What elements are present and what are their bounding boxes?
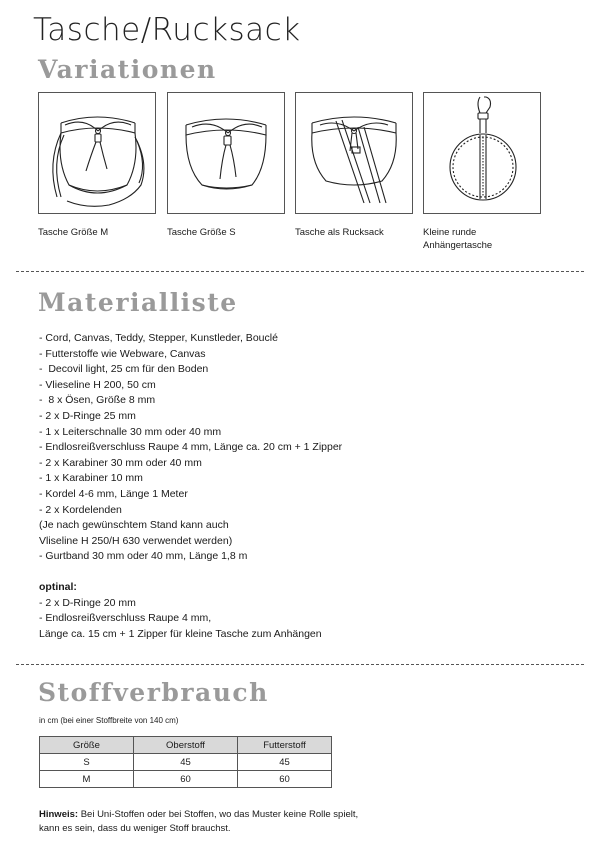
column-header: Oberstoff	[134, 737, 238, 754]
table-cell: 60	[238, 771, 332, 788]
variations-heading: Variationen	[38, 55, 217, 84]
variant-bag-s	[167, 92, 285, 239]
optional-item: - Endlosreißverschluss Raupe 4 mm,	[39, 612, 212, 625]
column-header: Größe	[40, 737, 134, 754]
material-item: - 2 x D-Ringe 25 mm	[39, 409, 136, 422]
variant-bag-m	[38, 92, 156, 239]
material-item: - Futterstoffe wie Webware, Canvas	[39, 347, 206, 360]
variant-round-pouch	[423, 92, 541, 252]
variant-caption: Tasche Größe S	[167, 227, 236, 238]
material-item: Vliseline H 250/H 630 verwendet werden)	[39, 534, 233, 547]
table-header-row	[40, 737, 332, 754]
material-item: - Gurtband 30 mm oder 40 mm, Länge 1,8 m	[39, 550, 248, 563]
table-cell: 60	[134, 771, 238, 788]
table-cell: M	[40, 771, 134, 788]
table-row	[40, 771, 332, 788]
table-row	[40, 754, 332, 771]
material-item: - 2 x Karabiner 30 mm oder 40 mm	[39, 456, 202, 469]
backpack-icon	[295, 92, 413, 214]
bucket-bag-m-icon	[38, 92, 156, 214]
variant-caption-line: Anhängertasche	[423, 240, 493, 251]
page-title: Tasche/Rucksack	[33, 12, 301, 48]
section-divider	[16, 664, 584, 665]
variant-caption	[423, 226, 541, 252]
optional-label: optinal:	[39, 580, 77, 593]
material-item: (Je nach gewünschtem Stand kann auch	[39, 519, 229, 532]
round-pouch-icon	[423, 92, 541, 214]
material-item: - 8 x Ösen, Größe 8 mm	[39, 394, 156, 407]
fabric-unit-note: in cm (bei einer Stoffbreite von 140 cm)	[39, 716, 179, 725]
hint-label: Hinweis:	[39, 809, 79, 820]
material-item: - 1 x Karabiner 10 mm	[39, 472, 143, 485]
variations-gallery	[38, 92, 548, 257]
variant-backpack	[295, 92, 413, 239]
optional-item: Länge ca. 15 cm + 1 Zipper für kleine Tasche zum Anhängen	[39, 627, 322, 640]
material-item: - Vlieseline H 200, 50 cm	[39, 378, 156, 391]
table-cell: S	[40, 754, 134, 771]
material-item: - 1 x Leiterschnalle 30 mm oder 40 mm	[39, 425, 222, 438]
table-cell: 45	[134, 754, 238, 771]
variant-caption: Tasche Größe M	[38, 227, 109, 238]
fabric-table	[39, 736, 332, 788]
material-item: - Kordel 4-6 mm, Länge 1 Meter	[39, 487, 188, 500]
variant-caption: Tasche als Rucksack	[295, 227, 384, 238]
optional-item: - 2 x D-Ringe 20 mm	[39, 596, 136, 609]
variant-caption-line: Kleine runde	[423, 227, 477, 238]
table-cell: 45	[238, 754, 332, 771]
materials-list	[39, 331, 342, 642]
fabric-heading: Stoffverbrauch	[38, 678, 269, 707]
section-divider	[16, 271, 584, 272]
column-header: Futterstoff	[238, 737, 332, 754]
materials-heading: Materialliste	[38, 288, 238, 317]
material-item: - Decovil light, 25 cm für den Boden	[39, 363, 209, 376]
hint-note	[39, 808, 379, 836]
hint-text: Bei Uni-Stoffen oder bei Stoffen, wo das Muster keine Rolle spielt, kann es sein, dass du weniger Stoff brauchst.	[39, 809, 359, 834]
material-item: - Cord, Canvas, Teddy, Stepper, Kunstleder, Bouclé	[39, 332, 278, 344]
material-item: - 2 x Kordelenden	[39, 503, 122, 516]
bucket-bag-s-icon	[167, 92, 285, 214]
material-item: - Endlosreißverschluss Raupe 4 mm, Länge ca. 20 cm + 1 Zipper	[39, 441, 343, 454]
